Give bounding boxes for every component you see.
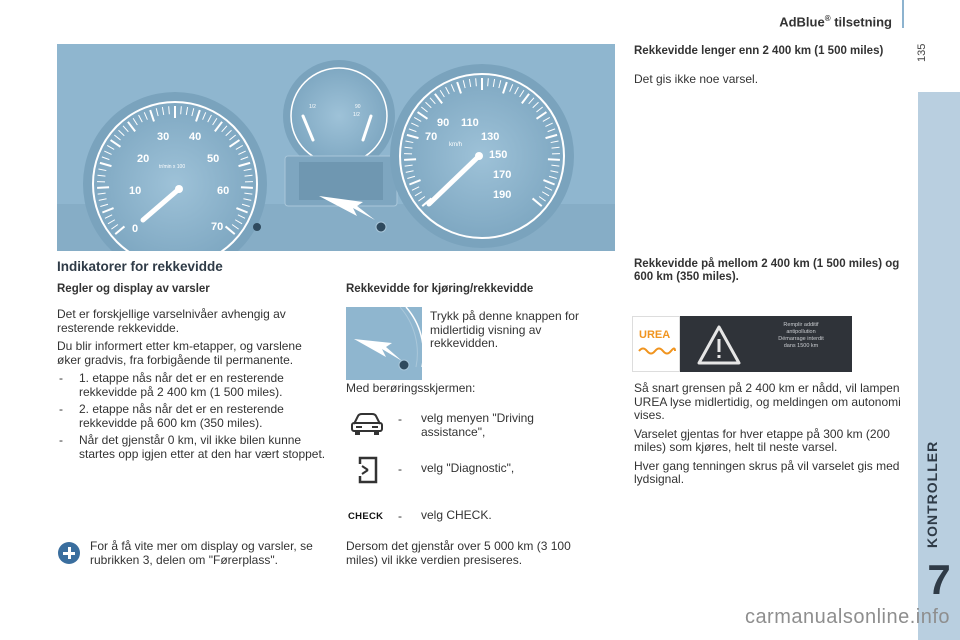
rules-info: Du blir informert etter km-etapper, og varslene øker gradvis, fra forbigående til permanente.: [57, 339, 302, 367]
speed-label-70: 70: [425, 131, 438, 143]
chapter-number: 7: [927, 556, 951, 603]
gauge-tick: [169, 106, 170, 114]
range-over-2400-text: Det gis ikke noe varsel.: [634, 72, 759, 86]
stage-item: - Når det gjenstår 0 km, vil ikke bilen kunne startes opp igjen etter at den har vært stoppet.: [57, 434, 329, 461]
gauge-tick: [181, 106, 182, 114]
diagnostic-icon: [358, 456, 378, 484]
warning-line: Démarrage interdit: [778, 336, 824, 342]
gauge-tick: [548, 159, 560, 160]
temp-label-half: 1/2: [353, 112, 360, 118]
center-gauge-dial: [291, 68, 387, 164]
urea-description: [634, 382, 906, 492]
speed-label-130: 130: [481, 131, 500, 143]
center-display-screen: [299, 162, 383, 200]
speed-label-170: 170: [493, 169, 512, 181]
plus-info-icon: [58, 542, 80, 564]
urea-warning-display: [632, 316, 852, 372]
tach-label-30: 30: [157, 131, 170, 143]
press-button-text: Trykk på denne knappen for midlertidig visning av rekkevidden.: [430, 309, 579, 350]
speed-label-150: 150: [489, 149, 508, 161]
page-header-title: [779, 14, 892, 29]
range-button-thumb-svg: [346, 307, 422, 380]
section-title: Indikatorer for rekkevidde: [57, 259, 223, 274]
fuel-label-half: 1/2: [309, 104, 316, 110]
page-number: 135: [916, 43, 928, 62]
range-button-thumbnail: [346, 307, 422, 380]
tachometer-dial: [93, 102, 257, 251]
warning-line: Remplir additif: [783, 322, 819, 328]
urea-para-3: Hver gang tenningen skrus på vil varselet gis med lydsignal.: [634, 458, 900, 486]
urea-label: UREA: [639, 329, 671, 341]
rules-body: [57, 308, 329, 465]
gauge-tick: [488, 78, 489, 86]
urea-lamp: [632, 316, 680, 372]
step-driving-assistance: velg menyen "Driving assistance",: [421, 411, 534, 439]
gauge-tick: [476, 78, 477, 86]
speed-unit: km/h: [449, 142, 463, 148]
warning-triangle-icon: [696, 324, 742, 366]
urea-para-1: Så snart grensen på 2 400 km er nådd, vil lampen UREA lyse midlertidig, og meldingen om autonomi vises.: [634, 381, 901, 422]
tach-label-0: 0: [132, 223, 139, 235]
chapter-label: KONTROLLER: [924, 440, 940, 548]
tach-label-10: 10: [129, 185, 142, 197]
watermark: carmanualsonline.info: [744, 606, 950, 628]
tach-label-70: 70: [211, 221, 224, 233]
tach-label-60: 60: [217, 185, 230, 197]
check-label: CHECK: [348, 511, 384, 522]
warning-line: dans 1500 km: [783, 343, 819, 349]
tachometer-hub: [175, 185, 183, 193]
speed-label-190: 190: [493, 189, 512, 201]
range-button: [376, 222, 386, 232]
gauge-tick: [241, 187, 253, 188]
stage-list: [57, 372, 329, 461]
speed-label-90: 90: [437, 117, 450, 129]
warning-message: [754, 322, 848, 350]
urea-wave-icon: [638, 345, 676, 355]
tach-label-50: 50: [207, 153, 220, 165]
header-title-rest: tilsetning: [830, 14, 892, 30]
range-between-heading: Rekkevidde på mellom 2 400 km (1 500 miles) og 600 km (350 miles).: [634, 258, 900, 283]
header-title-main: AdBlue: [779, 14, 825, 30]
car-icon: [350, 410, 384, 436]
registered-mark: ®: [824, 14, 831, 23]
step-diagnostic: velg "Diagnostic",: [421, 461, 515, 475]
speed-label-110: 110: [461, 117, 479, 129]
instrument-cluster-illustration: [57, 44, 615, 251]
tach-label-20: 20: [137, 153, 150, 165]
reference-note: For å få vite mer om display og varsler, se rubrikken 3, delen om "Førerplass".: [90, 539, 313, 567]
step-dash: -: [398, 412, 402, 426]
range-footer-note: Dersom det gjenstår over 5 000 km (3 100 miles) vil ikke verdien presiseres.: [346, 539, 571, 567]
stage-item: - 1. etappe nås når det er en resterende rekkevidde på 2 400 km (1 500 miles).: [57, 372, 329, 399]
tach-label-40: 40: [189, 131, 202, 143]
urea-para-2: Varselet gjentas for hver etappe på 300 km (200 miles) som kjøres, helt til neste varsel.: [634, 426, 890, 454]
touchscreen-intro: Med berøringsskjermen:: [346, 381, 476, 395]
trip-button: [253, 223, 261, 231]
header-divider: [902, 0, 904, 28]
range-subheading: Rekkevidde for kjøring/rekkevidde: [346, 283, 534, 295]
step-dash: -: [398, 509, 402, 523]
tach-unit: tr/min x 100: [159, 164, 186, 170]
temp-label-90: 90: [355, 104, 361, 110]
speedometer-hub: [475, 152, 483, 160]
stage-item: - 2. etappe nås når det er en resterende rekkevidde på 600 km (350 miles).: [57, 403, 329, 430]
instrument-cluster-svg: [57, 44, 615, 251]
gauge-tick: [404, 159, 416, 160]
rules-intro: Det er forskjellige varselnivåer avhengig av resterende rekkevidde.: [57, 307, 286, 335]
gauge-tick: [97, 187, 109, 188]
thumb-range-button: [399, 360, 409, 370]
step-check: velg CHECK.: [421, 508, 492, 522]
warning-line: antipollution: [786, 329, 816, 335]
range-over-2400-heading: Rekkevidde lenger enn 2 400 km (1 500 miles): [634, 45, 884, 57]
rules-subheading: Regler og display av varsler: [57, 283, 210, 295]
step-dash: -: [398, 462, 402, 476]
